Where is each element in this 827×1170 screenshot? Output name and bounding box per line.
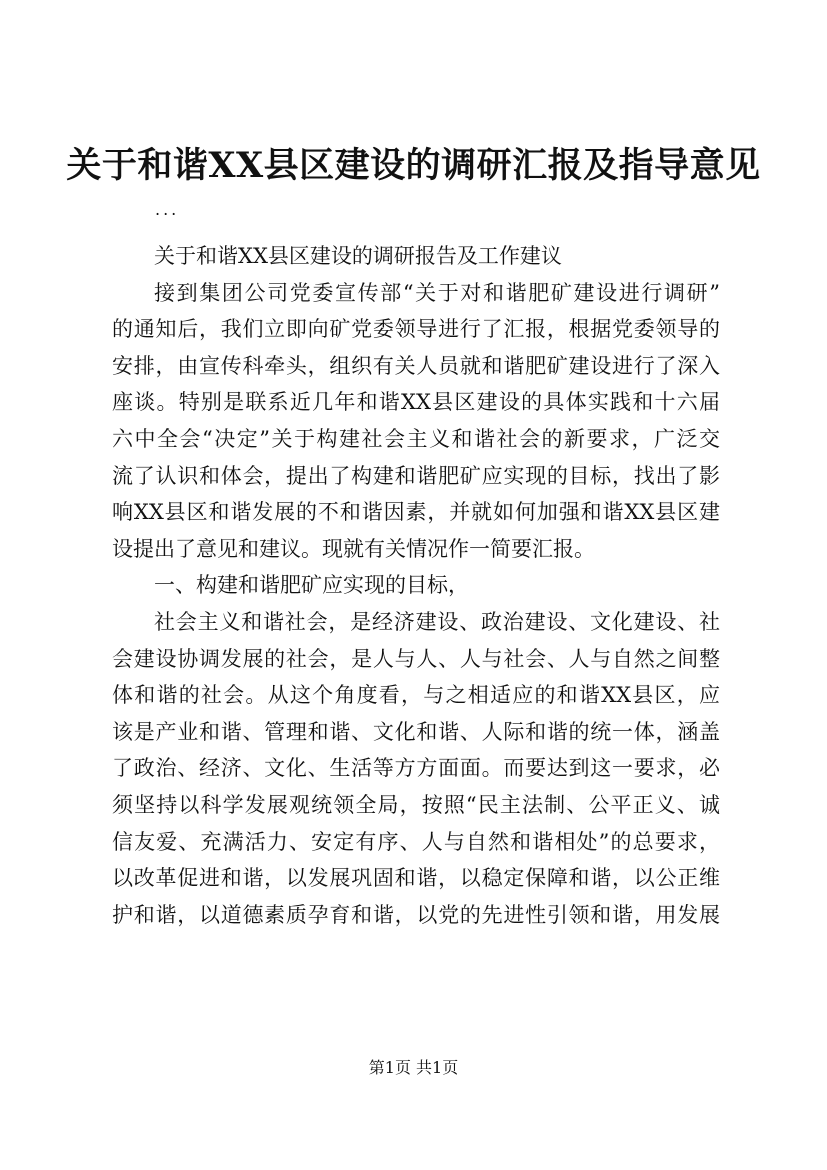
- paragraph-line: 流了认识和体会，提出了构建和谐肥矿应实现的目标，找出了影: [112, 463, 720, 488]
- paragraph-line: 的通知后，我们立即向矿党委领导进行了汇报，根据党委领导的: [112, 317, 720, 342]
- paragraph-line: 接到集团公司党委宣传部“关于对和谐肥矿建设进行调研”: [154, 280, 720, 305]
- document-title: 关于和谐XX县区建设的调研汇报及指导意见: [66, 145, 761, 186]
- paragraph-line: 响XX县区和谐发展的不和谐因素，并就如何加强和谐XX县区建: [112, 500, 720, 525]
- paragraph-line: 会建设协调发展的社会，是人与人、人与社会、人与自然之间整: [112, 646, 720, 671]
- paragraph-line: 体和谐的社会。从这个角度看，与之相适应的和谐XX县区，应: [112, 683, 720, 708]
- paragraph-line: 信友爱、充满活力、安定有序、人与自然和谐相处”的总要求，: [112, 829, 720, 854]
- ellipsis-text: ...: [155, 200, 180, 219]
- paragraph-line: 六中全会“决定”关于构建社会主义和谐社会的新要求，广泛交: [112, 426, 720, 451]
- paragraph-line: 该是产业和谐、管理和谐、文化和谐、人际和谐的统一体，涵盖: [112, 719, 720, 744]
- paragraph-line: 了政治、经济、文化、生活等方方面面。而要达到这一要求，必: [112, 756, 720, 781]
- page-number-footer: 第1页 共1页: [368, 1058, 459, 1077]
- paragraph-line: 护和谐，以道德素质孕育和谐，以党的先进性引领和谐，用发展: [112, 902, 720, 927]
- paragraph-line: 设提出了意见和建议。现就有关情况作一简要汇报。: [112, 536, 595, 561]
- paragraph-line: 社会主义和谐社会，是经济建设、政治建设、文化建设、社: [154, 609, 720, 634]
- paragraph-line: 须坚持以科学发展观统领全局，按照“民主法制、公平正义、诚: [112, 792, 720, 817]
- paragraph-line: 安排，由宣传科牵头，组织有关人员就和谐肥矿建设进行了深入: [112, 353, 720, 378]
- subtitle-line: 关于和谐XX县区建设的调研报告及工作建议: [154, 244, 562, 268]
- paragraph-line: 以改革促进和谐，以发展巩固和谐，以稳定保障和谐，以公正维: [112, 866, 720, 891]
- paragraph-line: 座谈。特别是联系近几年和谐XX县区建设的具体实践和十六届: [112, 390, 720, 415]
- section-heading: 一、构建和谐肥矿应实现的目标，: [154, 573, 469, 598]
- document-body: [112, 238, 720, 933]
